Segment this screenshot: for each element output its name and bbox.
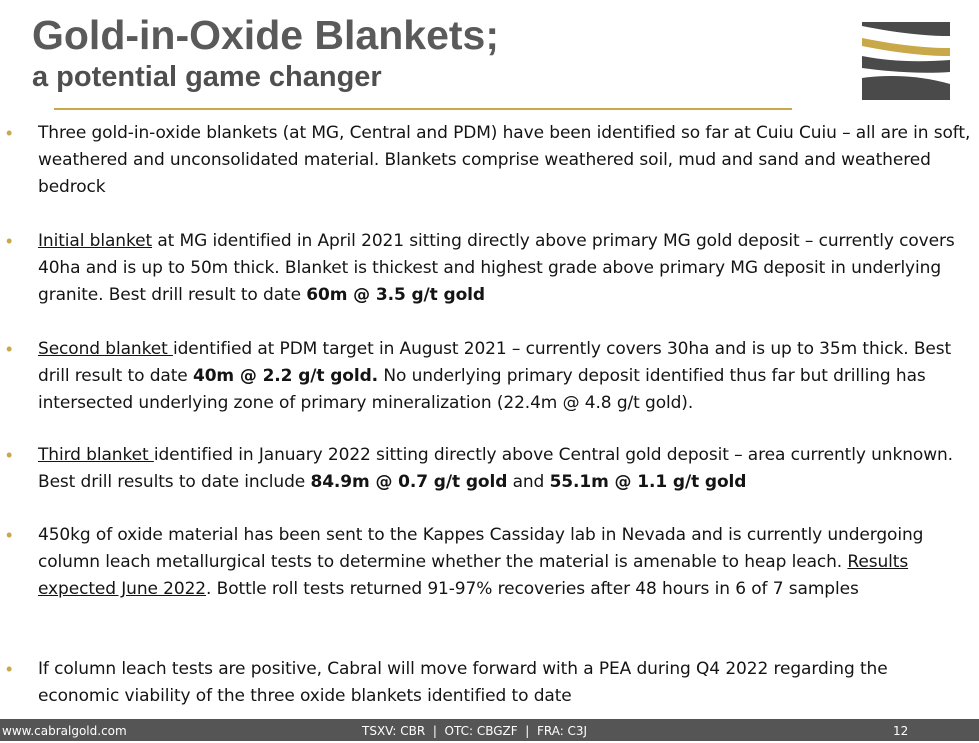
bullet-text: If column leach tests are positive, Cabral will move forward with a PEA during Q4 2022 regarding the economic viability of the three oxide blankets identified to date	[38, 659, 888, 706]
page-subtitle: a potential game changer	[32, 61, 382, 93]
footer-bar	[0, 719, 979, 741]
bold-result: 84.9m @ 0.7 g/t gold	[310, 472, 508, 492]
footer-website-link[interactable]: www.cabralgold.com	[2, 724, 127, 738]
title-divider	[54, 108, 792, 110]
bullet-dot-icon: •	[6, 123, 13, 143]
bullet-text: Third blanket identified in January 2022 sitting directly above Central gold deposit – area currently unknown. Best drill results to date include 84.9m @ 0.7 g/t gold and 55.1m @ 1.1 g/t gold	[38, 445, 953, 492]
cabral-logo-icon	[862, 22, 950, 100]
bullet-text: Three gold-in-oxide blankets (at MG, Central and PDM) have been identified so far at Cuiu Cuiu – all are in soft, weathered and unconsolidated material. Blankets comprise weathered soil, mud and sand and weathered bedrock	[38, 123, 971, 197]
bullet-text: Initial blanket at MG identified in April 2021 sitting directly above primary MG gold deposit – currently covers 40ha and is up to 50m thick. Blanket is thickest and highest grade above primary MG deposit in underlying granite. Best drill result to date 60m @ 3.5 g/t gold	[38, 231, 955, 305]
page-number: 12	[893, 724, 909, 738]
bold-result: 40m @ 2.2 g/t gold.	[192, 366, 379, 386]
underlined-lead: Initial blanket	[38, 231, 153, 251]
underlined-lead: Second blanket	[38, 339, 173, 359]
bullet-dot-icon: •	[6, 525, 13, 545]
bullet-dot-icon: •	[6, 659, 13, 679]
bullet-dot-icon: •	[6, 445, 13, 465]
bullet-dot-icon: •	[6, 231, 13, 251]
bullet-dot-icon: •	[6, 339, 13, 359]
bullet-text: Second blanket identified at PDM target in August 2021 – currently covers 30ha and is up to 35m thick. Best drill result to date 40m @ 2.2 g/t gold. No underlying primary deposit identified thus far but drilling has intersected underlying zone of primary mineralization (22.4m @ 4.8 g/t gold).	[38, 339, 952, 413]
page-title: Gold-in-Oxide Blankets;	[32, 12, 499, 58]
bold-result: 60m @ 3.5 g/t gold	[306, 285, 485, 305]
bold-result: 55.1m @ 1.1 g/t gold	[549, 472, 747, 492]
underlined-phrase: Results expected June 2022	[38, 552, 909, 599]
footer-tickers: TSXV: CBR | OTC: CBGZF | FRA: C3J	[362, 724, 588, 738]
underlined-lead: Third blanket	[38, 445, 154, 465]
bullet-text: 450kg of oxide material has been sent to the Kappes Cassiday lab in Nevada and is currently undergoing column leach metallurgical tests to determine whether the material is amenable to heap leach. Results expected June 2022. Bottle roll tests returned 91-97% recoveries after 48 hours in 6 of 7 samples	[38, 525, 924, 599]
